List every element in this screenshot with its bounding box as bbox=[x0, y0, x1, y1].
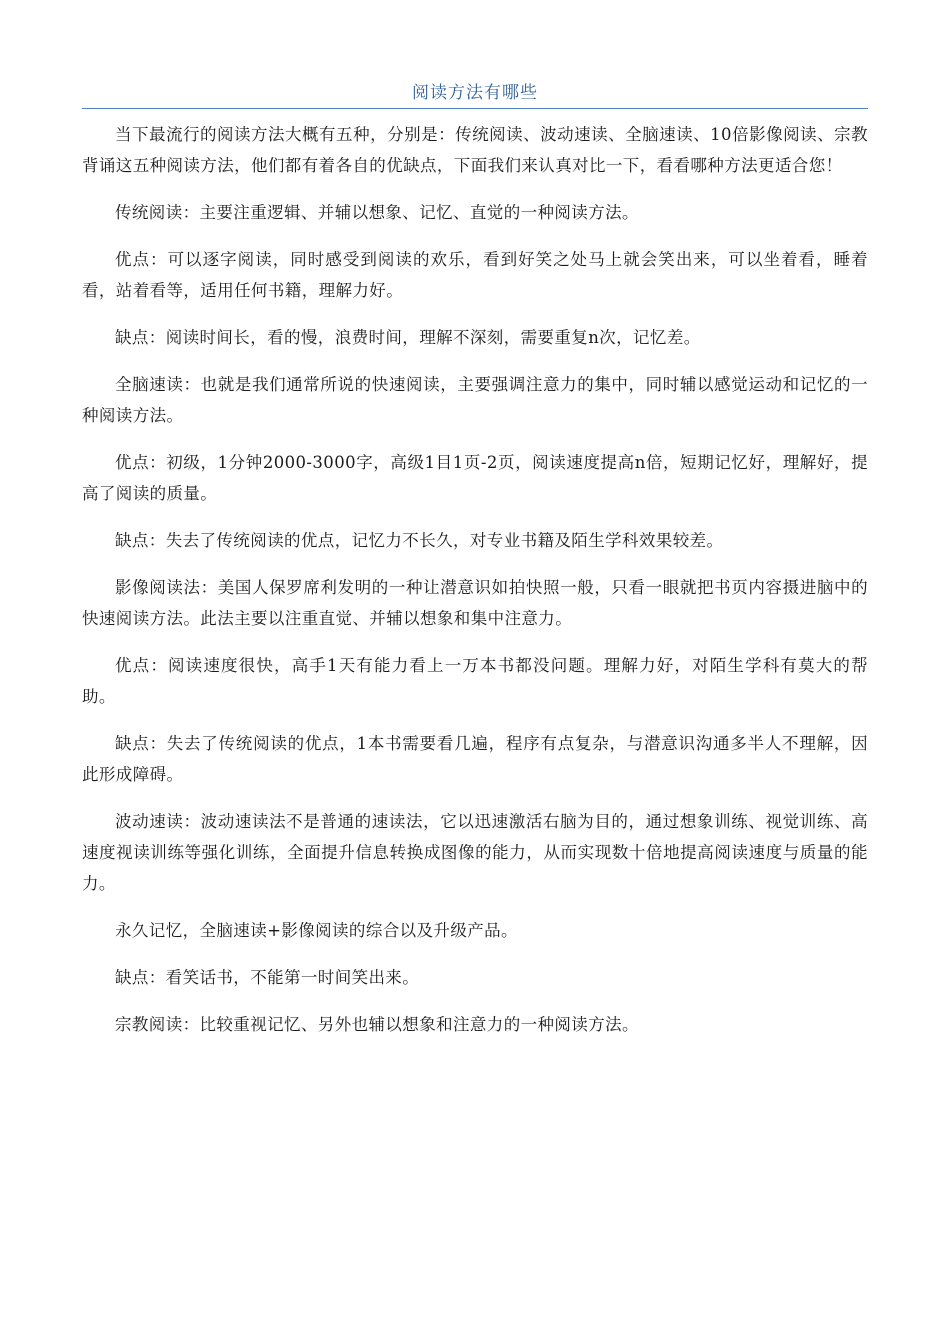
paragraph-photo-reading-pros: 优点：阅读速度很快，高手1天有能力看上一万本书都没问题。理解力好，对陌生学科有莫大的帮助。 bbox=[82, 656, 868, 706]
paragraph-whole-brain: 全脑速读：也就是我们通常所说的快速阅读，主要强调注意力的集中，同时辅以感觉运动和记忆的一种阅读方法。 bbox=[82, 375, 868, 425]
paragraph-traditional-pros: 优点：可以逐字阅读，同时感受到阅读的欢乐，看到好笑之处马上就会笑出来，可以坐着看，睡着看，站着看等，适用任何书籍，理解力好。 bbox=[82, 250, 868, 300]
paragraph-whole-brain-pros: 优点：初级，1分钟2000-3000字，高级1目1页-2页，阅读速度提高n倍，短期记忆好，理解好，提高了阅读的质量。 bbox=[82, 453, 868, 503]
paragraph-wave-reading: 波动速读：波动速读法不是普通的速读法，它以迅速激活右脑为目的，通过想象训练、视觉训练、高速度视读训练等强化训练，全面提升信息转换成图像的能力，从而实现数十倍地提高阅读速度与质量的能力。 bbox=[82, 812, 868, 893]
document-title: 阅读方法有哪些 bbox=[412, 83, 538, 103]
paragraph-whole-brain-cons: 缺点：失去了传统阅读的优点，记忆力不长久，对专业书籍及陌生学科效果较差。 bbox=[115, 531, 724, 550]
document-body bbox=[82, 119, 868, 1040]
paragraph-religious-reading: 宗教阅读：比较重视记忆、另外也辅以想象和注意力的一种阅读方法。 bbox=[115, 1015, 639, 1034]
paragraph-intro: 当下最流行的阅读方法大概有五种，分别是：传统阅读、波动速读、全脑速读、10倍影像阅读、宗教背诵这五种阅读方法，他们都有着各自的优缺点，下面我们来认真对比一下，看看哪种方法更适合您！ bbox=[82, 125, 868, 175]
paragraph-wave-reading-cons: 缺点：看笑话书，不能第一时间笑出来。 bbox=[115, 968, 420, 987]
paragraph-photo-reading-cons: 缺点：失去了传统阅读的优点，1本书需要看几遍，程序有点复杂，与潜意识沟通多半人不理解，因此形成障碍。 bbox=[82, 734, 868, 784]
document-header bbox=[82, 78, 868, 109]
paragraph-traditional-cons: 缺点：阅读时间长，看的慢，浪费时间，理解不深刻，需要重复n次，记忆差。 bbox=[115, 328, 701, 347]
paragraph-traditional: 传统阅读：主要注重逻辑、并辅以想象、记忆、直觉的一种阅读方法。 bbox=[115, 203, 639, 222]
paragraph-photo-reading: 影像阅读法：美国人保罗席利发明的一种让潜意识如拍快照一般，只看一眼就把书页内容摄进脑中的快速阅读方法。此法主要以注重直觉、并辅以想象和集中注意力。 bbox=[82, 578, 868, 628]
paragraph-permanent-memory: 永久记忆，全脑速读+影像阅读的综合以及升级产品。 bbox=[115, 921, 518, 940]
document-page bbox=[82, 78, 868, 1056]
